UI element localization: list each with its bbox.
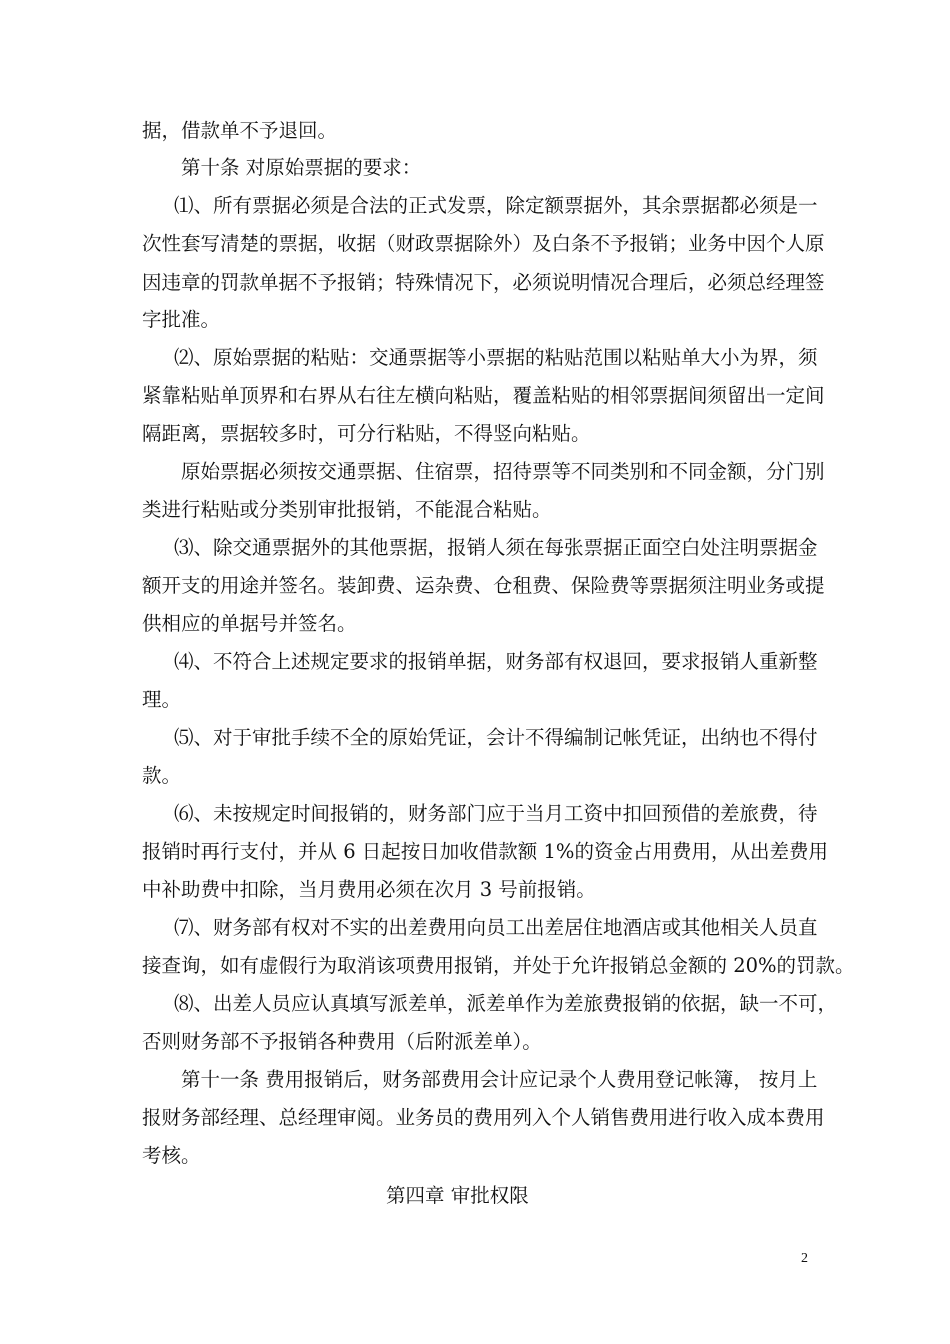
text-line: 据，借款单不予退回。 bbox=[142, 119, 338, 142]
text-line: 否则财务部不予报销各种费用（后附派差单）。 bbox=[142, 1030, 542, 1053]
text-line: 隔距离，票据较多时，可分行粘贴，不得竖向粘贴。 bbox=[142, 422, 591, 445]
text-line: 报销时再行支付，并从 6 日起按日加收借款额 1%的资金占用费用，从出差费用 bbox=[142, 840, 828, 863]
text-line: 供相应的单据号并签名。 bbox=[142, 612, 357, 635]
article-heading: 第十一条 费用报销后，财务部费用会计应记录个人费用登记帐簿， 按月上 bbox=[181, 1068, 818, 1091]
text-line: 额开支的用途并签名。装卸费、运杂费、仓租费、保险费等票据须注明业务或提 bbox=[142, 574, 825, 597]
text-line: 接查询，如有虚假行为取消该项费用报销，并处于允许报销总金额的 20%的罚款。 bbox=[142, 954, 855, 977]
text-line: 次性套写清楚的票据，收据（财政票据除外）及白条不予报销；业务中因个人原 bbox=[142, 232, 825, 255]
text-line: ⑶、除交通票据外的其他票据，报销人须在每张票据正面空白处注明票据金 bbox=[174, 536, 818, 559]
text-line: ⑵、原始票据的粘贴：交通票据等小票据的粘贴范围以粘贴单大小为界，须 bbox=[174, 346, 818, 369]
text-line: 报财务部经理、总经理审阅。业务员的费用列入个人销售费用进行收入成本费用 bbox=[142, 1106, 825, 1129]
text-line: 原始票据必须按交通票据、住宿票，招待票等不同类别和不同金额，分门别 bbox=[181, 460, 825, 483]
text-line: 考核。 bbox=[142, 1144, 201, 1167]
text-line: ⑴、所有票据必须是合法的正式发票，除定额票据外，其余票据都必须是一 bbox=[174, 194, 818, 217]
text-line: ⑹、未按规定时间报销的，财务部门应于当月工资中扣回预借的差旅费，待 bbox=[174, 802, 818, 825]
text-line: 因违章的罚款单据不予报销；特殊情况下，必须说明情况合理后，必须总经理签 bbox=[142, 271, 825, 294]
text-line: ⑸、对于审批手续不全的原始凭证，会计不得编制记帐凭证，出纳也不得付 bbox=[174, 726, 818, 749]
text-line: ⑷、不符合上述规定要求的报销单据，财务部有权退回，要求报销人重新整 bbox=[174, 650, 818, 673]
text-line: 类进行粘贴或分类别审批报销，不能混合粘贴。 bbox=[142, 498, 552, 521]
text-line: 理。 bbox=[142, 688, 182, 711]
text-line: 字批准。 bbox=[142, 308, 221, 331]
text-line: 中补助费中扣除，当月费用必须在次月 3 号前报销。 bbox=[142, 878, 596, 901]
text-line: ⑺、财务部有权对不实的出差费用向员工出差居住地酒店或其他相关人员直 bbox=[174, 916, 818, 939]
text-line: ⑻、出差人员应认真填写派差单，派差单作为差旅费报销的依据，缺一不可， bbox=[174, 992, 838, 1015]
article-heading: 第十条 对原始票据的要求： bbox=[181, 156, 422, 179]
page-number: 2 bbox=[801, 1251, 808, 1266]
text-line: 紧靠粘贴单顶界和右界从右往左横向粘贴，覆盖粘贴的相邻票据间须留出一定间 bbox=[142, 384, 825, 407]
text-line: 款。 bbox=[142, 764, 182, 787]
chapter-heading: 第四章 审批权限 bbox=[386, 1184, 529, 1207]
